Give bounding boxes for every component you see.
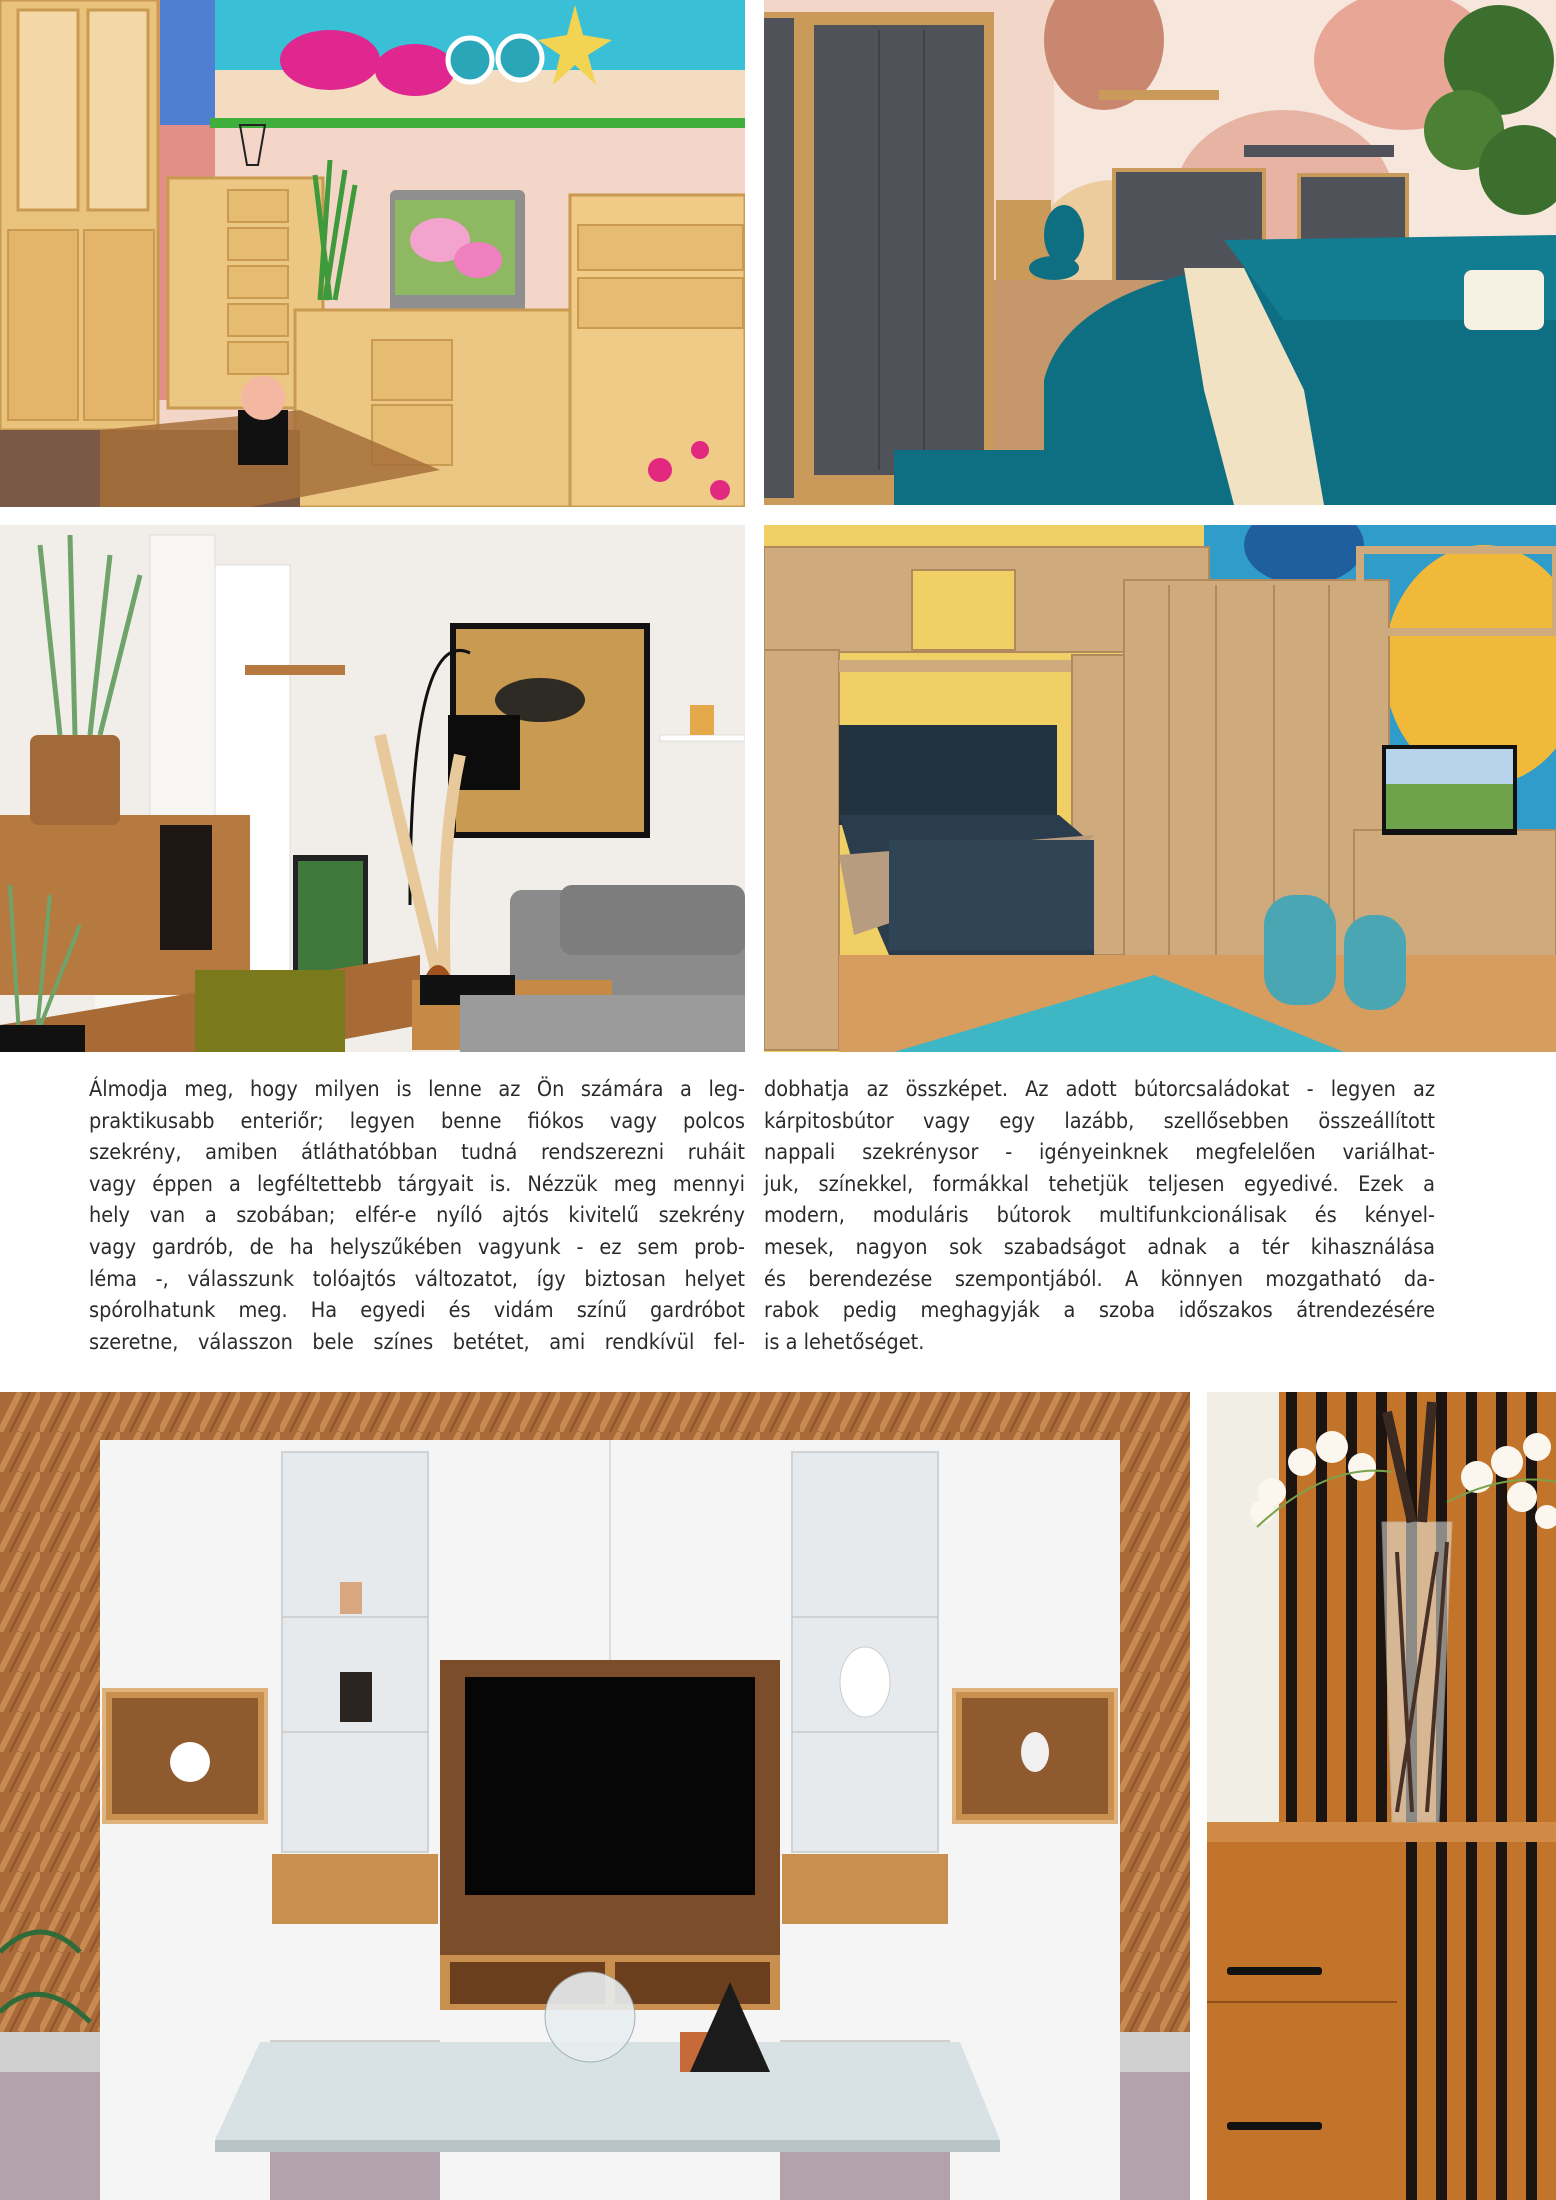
photo-white-wall-unit bbox=[0, 1392, 1190, 2200]
article-line: spórolhatunk meg. Ha egyedi és vidám színű gardróbot bbox=[89, 1298, 745, 1324]
pine-room-illustration bbox=[0, 0, 745, 507]
oak-bedroom-illustration bbox=[764, 525, 1556, 1052]
photo-slatted-sideboard bbox=[1207, 1392, 1556, 2200]
article-line: mesek, nagyon sok szabadságot adnak a tér kihasználása bbox=[764, 1234, 1435, 1260]
article-column-2 bbox=[764, 1074, 1435, 1358]
article-line: hely van a szobában; elfér-e nyíló ajtós kivitelű szekrény bbox=[89, 1203, 745, 1229]
article-column-1 bbox=[89, 1074, 745, 1358]
photo-pine-living-room bbox=[0, 0, 745, 507]
teal-bedroom-illustration bbox=[764, 0, 1556, 505]
article-line: szekrény, amiben átláthatóbban tudná rendszerezni ruháit bbox=[89, 1140, 745, 1166]
article-line: nappali szekrénysor - igényeinknek megfelelően variálhat- bbox=[764, 1140, 1435, 1166]
article-line: és berendezése szempontjából. A könnyen mozgatható da- bbox=[764, 1266, 1435, 1292]
photo-teal-bedroom bbox=[764, 0, 1556, 505]
article-line: Álmodja meg, hogy milyen is lenne az Ön számára a leg- bbox=[89, 1077, 745, 1102]
photo-oak-bedroom-wall-unit bbox=[764, 525, 1556, 1052]
article-line: kárpitosbútor vagy egy lazább, szellősebben összeállított bbox=[764, 1108, 1435, 1134]
article-line: vagy éppen a legféltettebb tárgyait is. Nézzük meg mennyi bbox=[89, 1171, 745, 1197]
article-line: juk, színekkel, formákkal tehetjük teljesen egyedivé. Ezek a bbox=[764, 1171, 1435, 1197]
slatted-sideboard-illustration bbox=[1207, 1392, 1556, 2200]
article-line: léma -, válasszunk tolóajtós változatot, így biztosan helyet bbox=[89, 1266, 745, 1292]
article-line: praktikusabb enteriőr; legyen benne fiókos vagy polcos bbox=[89, 1108, 745, 1134]
photo-oak-living-room bbox=[0, 525, 745, 1052]
article-line: szeretne, válasszon bele színes betétet, ami rendkívül fel- bbox=[89, 1329, 745, 1355]
article-line: rabok pedig meghagyják a szoba időszakos átrendezésére bbox=[764, 1298, 1435, 1324]
article-line: dobhatja az összképet. Az adott bútorcsaládokat - legyen az bbox=[764, 1077, 1435, 1102]
article-line: modern, moduláris bútorok multifunkcionálisak és kényel- bbox=[764, 1203, 1435, 1229]
white-wall-unit-illustration bbox=[0, 1392, 1190, 2200]
oak-living-room-illustration bbox=[0, 525, 745, 1052]
article-line: is a lehetőséget. bbox=[764, 1329, 925, 1355]
article-line: vagy gardrób, de ha helyszűkében vagyunk - ez sem prob- bbox=[89, 1234, 745, 1260]
